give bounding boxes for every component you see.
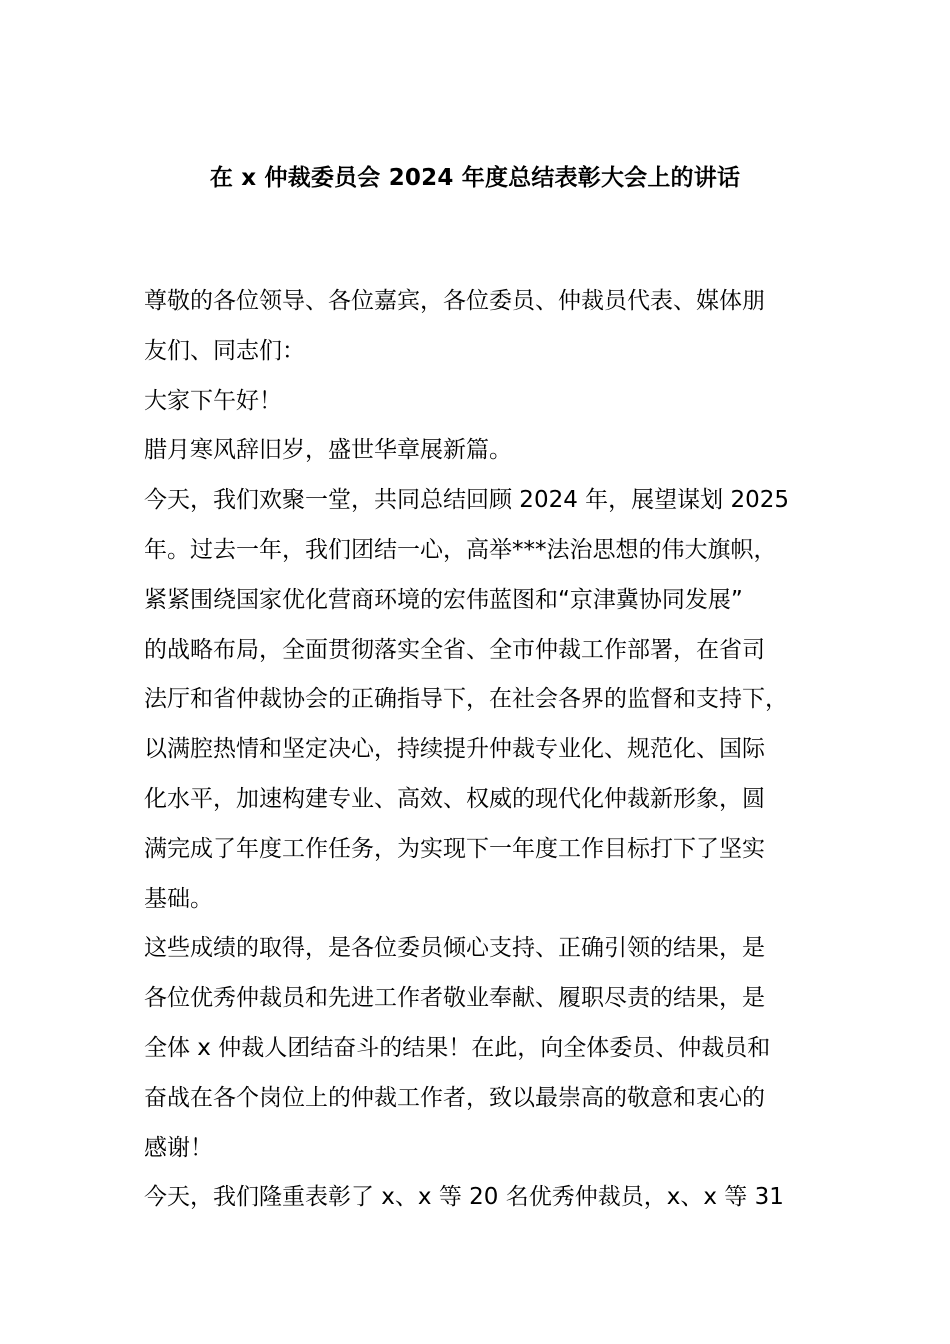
body-line: 满完成了年度工作任务，为实现下一年度工作目标打下了坚实 [144, 835, 765, 862]
body-line: 全体 x 仲裁人团结奋斗的结果！在此，向全体委员、仲裁员和 [144, 1034, 771, 1061]
body-line: 的战略布局，全面贯彻落实全省、全市仲裁工作部署，在省司 [144, 636, 765, 663]
body-line: 感谢！ [144, 1134, 213, 1161]
body-line: 以满腔热情和坚定决心，持续提升仲裁专业化、规范化、国际 [144, 736, 765, 763]
body-line: 今天，我们隆重表彰了 x、x 等 20 名优秀仲裁员，x、x 等 31 [144, 1184, 784, 1211]
body-line: 年。过去一年，我们团结一心，高举***法治思想的伟大旗帜， [144, 536, 777, 563]
body-line: 今天，我们欢聚一堂，共同总结回顾 2024 年，展望谋划 2025 [144, 487, 789, 514]
body-line: 各位优秀仲裁员和先进工作者敬业奉献、履职尽责的结果，是 [144, 985, 765, 1012]
body-line: 尊敬的各位领导、各位嘉宾，各位委员、仲裁员代表、媒体朋 [144, 288, 765, 314]
body-line: 友们、同志们： [144, 337, 305, 364]
body-line: 大家下午好！ [144, 387, 282, 414]
body-line: 腊月寒风辞旧岁，盛世华章展新篇。 [144, 437, 512, 464]
body-line: 奋战在各个岗位上的仲裁工作者，致以最崇高的敬意和衷心的 [144, 1084, 765, 1111]
body-line: 基础。 [144, 885, 213, 912]
body-line: 这些成绩的取得，是各位委员倾心支持、正确引领的结果，是 [144, 935, 765, 962]
document-body [144, 277, 824, 1223]
body-line: 紧紧围绕国家优化营商环境的宏伟蓝图和“京津冀协同发展” [144, 586, 743, 613]
body-line: 化水平，加速构建专业、高效、权威的现代化仲裁新形象，圆 [144, 785, 765, 812]
body-line: 法厅和省仲裁协会的正确指导下，在社会各界的监督和支持下， [144, 686, 788, 713]
document-title: 在 x 仲裁委员会 2024 年度总结表彰大会上的讲话 [209, 165, 741, 191]
